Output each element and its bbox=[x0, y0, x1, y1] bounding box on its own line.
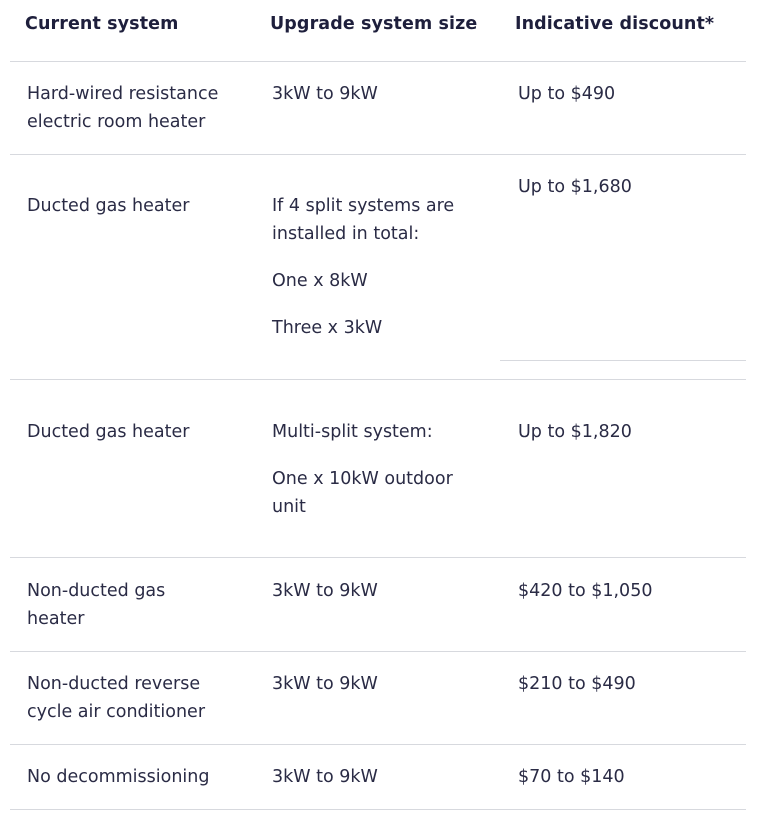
current-system-line: cycle air conditioner bbox=[27, 702, 206, 722]
upgrade-size-cell bbox=[272, 670, 492, 698]
header-current-system: Current system bbox=[25, 14, 179, 34]
discount-cell: $420 to $1,050 bbox=[518, 581, 653, 601]
current-system-line: No decommissioning bbox=[27, 767, 210, 787]
divider bbox=[10, 651, 746, 652]
upgrade-size-text: 3kW to 9kW bbox=[272, 767, 378, 787]
divider bbox=[500, 360, 746, 361]
divider bbox=[10, 557, 746, 558]
upgrade-size-text: Three x 3kW bbox=[272, 318, 383, 338]
upgrade-size-cell bbox=[272, 80, 492, 108]
current-system-cell bbox=[27, 192, 247, 220]
header-indicative-discount: Indicative discount* bbox=[515, 14, 715, 34]
divider bbox=[10, 379, 746, 380]
upgrade-size-cell bbox=[272, 577, 492, 605]
divider bbox=[10, 61, 746, 62]
current-system-line: Non-ducted gas bbox=[27, 581, 166, 601]
current-system-cell bbox=[27, 577, 247, 633]
current-system-line: electric room heater bbox=[27, 112, 206, 132]
current-system-line: Hard-wired resistance bbox=[27, 84, 219, 104]
discount-cell: $210 to $490 bbox=[518, 674, 636, 694]
divider bbox=[10, 809, 746, 810]
current-system-line: heater bbox=[27, 609, 85, 629]
current-system-cell bbox=[27, 670, 247, 726]
current-system-line: Ducted gas heater bbox=[27, 196, 190, 216]
divider bbox=[10, 744, 746, 745]
table-header bbox=[0, 0, 768, 62]
divider bbox=[10, 154, 746, 155]
discount-cell: Up to $490 bbox=[518, 84, 616, 104]
header-upgrade-system-size: Upgrade system size bbox=[270, 14, 478, 34]
upgrade-size-text: One x 8kW bbox=[272, 271, 368, 291]
upgrade-size-cell bbox=[272, 192, 472, 342]
upgrade-size-text: 3kW to 9kW bbox=[272, 84, 378, 104]
discount-cell: Up to $1,820 bbox=[518, 422, 632, 442]
current-system-cell bbox=[27, 418, 247, 446]
discount-cell: $70 to $140 bbox=[518, 767, 625, 787]
upgrade-size-cell bbox=[272, 763, 492, 791]
current-system-cell bbox=[27, 80, 247, 136]
upgrade-size-text: One x 10kW outdoor unit bbox=[272, 469, 453, 517]
upgrade-size-text: If 4 split systems are installed in total: bbox=[272, 196, 455, 244]
current-system-cell bbox=[27, 763, 247, 791]
upgrade-size-text: 3kW to 9kW bbox=[272, 581, 378, 601]
upgrade-size-cell bbox=[272, 418, 472, 521]
upgrade-size-text: Multi-split system: bbox=[272, 422, 433, 442]
discount-cell: Up to $1,680 bbox=[518, 177, 632, 197]
upgrade-size-text: 3kW to 9kW bbox=[272, 674, 378, 694]
current-system-line: Ducted gas heater bbox=[27, 422, 190, 442]
current-system-line: Non-ducted reverse bbox=[27, 674, 201, 694]
